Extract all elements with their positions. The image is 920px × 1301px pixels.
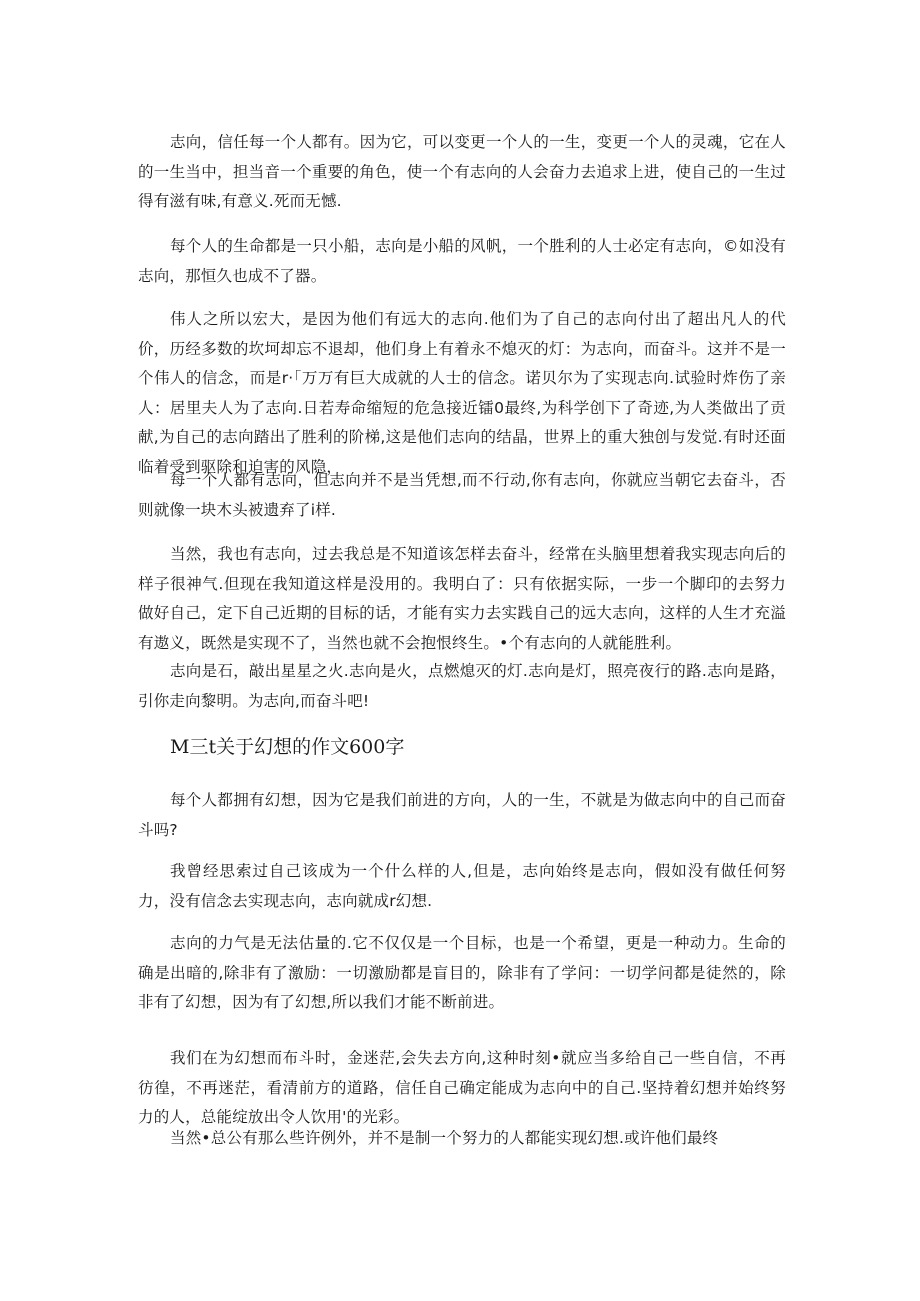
paragraph-ideal-and-action: 每一个人都有志向，但志向并不是当凭想,而不行动,你有志向，你就应当朝它去奋斗，否则就像一块木头被遗弃了i样. <box>138 471 786 519</box>
paragraph-who-to-become: 我曾经思索过自己该成为一个什么样的人,但是，志向始终是志向，假如没有做任何努力，没有信念去实现志向，志向就成r幻想. <box>138 862 786 910</box>
paragraph-life-boat: 每个人的生命都是一只小船，志向是小船的风帆，一个胜利的人士必定有志向，©如没有志向，那恒久也成不了器。 <box>138 237 786 285</box>
paragraph-everyone-has-dreams: 每个人都拥有幻想，因为它是我们前进的方向，人的一生，不就是为做志向中的自己而奋斗吗? <box>138 791 786 839</box>
section-heading: M三t关于幻想的作文600字 <box>170 736 405 758</box>
paragraph-exceptions: 当然•总公有那么些许例外，并不是制一个努力的人都能实现幻想.或许他们最终 <box>170 1129 719 1147</box>
paragraph-my-ideal: 当然，我也有志向，过去我总是不知道该怎样去奋斗，经常在头脑里想着我实现志向后的样子很神气.但现在我知道这样是没用的。我明白了：只有依据实际，一步一个脚印的去努力做好自己，定下自己近期的目标的话，才能有实力去实践自己的远大志向，这样的人生才充溢有遨义，既然是实现不了，当然也就不会抱恨终生。•个有志向的人就能胜利。 <box>138 545 786 652</box>
paragraph-power-of-ideal: 志向的力气是无法估量的.它不仅仅是一个目标，也是一个希望，更是一种动力。生命的确是出暗的,除非有了激励：一切激励都是盲目的，除非有了学问：一切学问都是徒然的，除非有了幻想，因为有了幻想,所以我们才能不断前进。 <box>138 934 786 1011</box>
paragraph-ideal-meaning: 志向，信任每一个人都有。因为它，可以变更一个人的一生，变更一个人的灵魂，它在人的一生当中，担当音一个重要的角色，使一个有志向的人会奋力去追求上进，使自己的一生过得有滋有味,有意义.死而无憾. <box>138 133 786 210</box>
paragraph-ideal-metaphor: 志向是石，敲出星星之火.志向是火，点燃熄灭的灯.志向是灯，照亮夜行的路.志向是路，引你走向黎明。为志向,而奋斗吧! <box>138 662 786 710</box>
paragraph-great-people: 伟人之所以宏大，是因为他们有远大的志向.他们为了自己的志向付出了超出凡人的代价，历经多数的坎坷却忘不退却，他们身上有着永不熄灭的灯：为志向，而奋斗。这并不是一个伟人的信念，而是r·「万万有巨大成就的人士的信念。诺贝尔为了实现志向.试验时炸伤了亲人：居里夫人为了志向.日若寿命缩短的危急接近镭0最终,为科学创下了奇迹,为人类做出了贡献,为自己的志向踏出了胜利的阶梯,这是他们志向的结晶，世界上的重大独创与发觉.有时还面临着受到驱除和迫害的风隐， <box>138 310 786 476</box>
paragraph-struggle-for-dream: 我们在为幻想而布斗时，金迷茫,会失去方向,这种时刻•就应当多给自己一些自信，不再彷徨，不再迷茫，看清前方的道路，信任自己确定能成为志向中的自己.坚持着幻想并始终努力的人，总能绽放出令人饮用'的光彩。 <box>138 1049 786 1126</box>
